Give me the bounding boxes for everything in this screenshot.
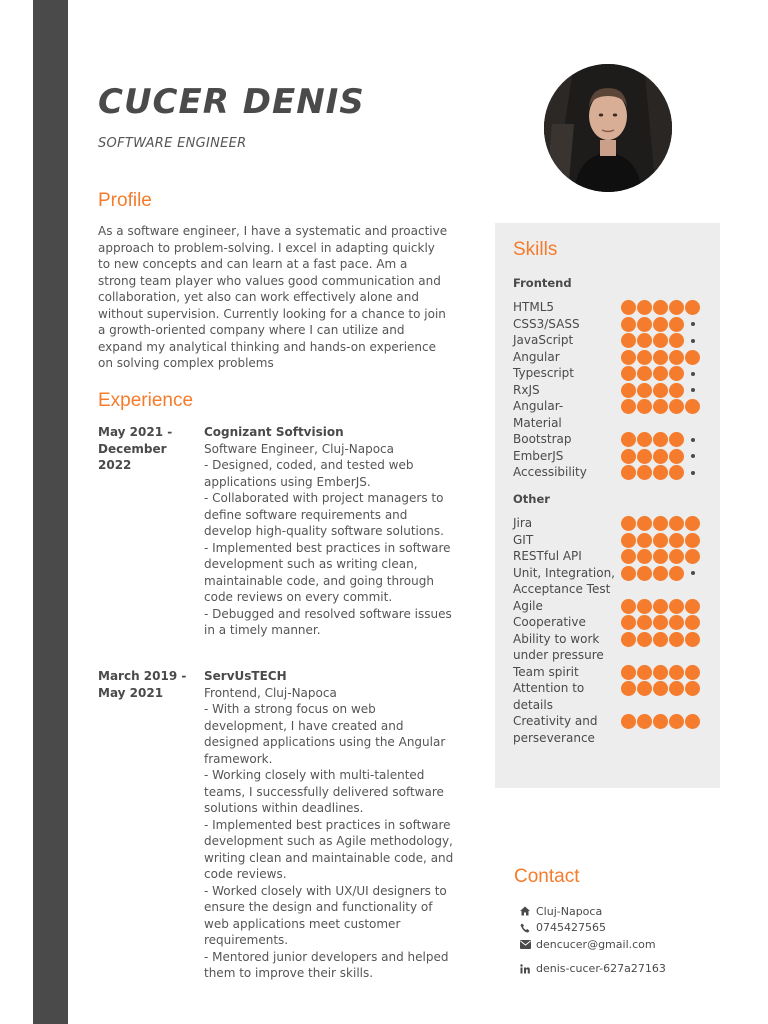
rating-dot-filled [621, 632, 636, 647]
rating-dot-filled [637, 333, 652, 348]
job-date: May 2021 - December 2022 [98, 425, 173, 472]
contact-email[interactable] [520, 936, 750, 953]
rating-dot-filled [653, 599, 668, 614]
job-bullet: - Implemented best practices in software development such as Agile methodology, writing clean and maintainable code, and code reviews. [204, 817, 454, 881]
rating-dot-filled [685, 350, 700, 365]
skill-name: RxJS [513, 382, 540, 397]
rating-dot-filled [669, 516, 684, 531]
linkedin-icon [520, 964, 536, 974]
skill-name: JavaScript [513, 333, 574, 347]
rating-dot-filled [669, 333, 684, 348]
rating-dot-filled [621, 449, 636, 464]
skill-list-other [513, 515, 713, 746]
skill-row [513, 431, 713, 448]
skill-rating [621, 465, 700, 480]
skill-row [513, 565, 713, 598]
rating-dot-empty [685, 317, 700, 332]
rating-dot-filled [637, 399, 652, 414]
job-bullet: - Designed, coded, and tested web applications using EmberJS. [204, 458, 414, 489]
skill-rating [621, 549, 700, 564]
job-position: Software Engineer, Cluj-Napoca [204, 441, 395, 456]
job-bullet: - Implemented best practices in software development such as writing clean, maintainable code, and going through code reviews on every commit. [204, 540, 451, 604]
skill-name: Team spirit [513, 664, 579, 679]
rating-dot-filled [621, 300, 636, 315]
skill-row [513, 548, 713, 565]
email-icon [520, 940, 536, 949]
rating-dot-filled [621, 549, 636, 564]
portrait-image [544, 64, 672, 192]
skill-group-title-frontend: Frontend [513, 276, 572, 290]
skill-rating [621, 714, 700, 729]
rating-dot-filled [653, 300, 668, 315]
skills-panel [495, 223, 720, 788]
rating-dot-filled [669, 566, 684, 581]
rating-dot-filled [685, 665, 700, 680]
rating-dot-filled [637, 599, 652, 614]
skill-row [513, 713, 713, 746]
rating-dot-filled [669, 399, 684, 414]
skill-row [513, 515, 713, 532]
phone-icon [520, 923, 536, 933]
rating-dot-filled [653, 350, 668, 365]
skill-row [513, 448, 713, 465]
skill-name: Typescript [513, 366, 575, 380]
skill-name: CSS3/SASS [513, 316, 580, 331]
rating-dot-filled [653, 566, 668, 581]
rating-dot-filled [669, 533, 684, 548]
contact-phone[interactable] [520, 920, 750, 937]
contact-linkedin[interactable] [520, 961, 750, 978]
rating-dot-filled [669, 549, 684, 564]
skill-rating [621, 383, 700, 398]
rating-dot-filled [653, 366, 668, 381]
job-position: Frontend, Cluj-Napoca [204, 685, 337, 700]
skill-rating [621, 350, 700, 365]
skill-rating [621, 366, 700, 381]
rating-dot-filled [685, 681, 700, 696]
rating-dot-filled [685, 549, 700, 564]
rating-dot-filled [685, 632, 700, 647]
candidate-name: CUCER DENIS [98, 82, 365, 122]
skill-rating [621, 665, 700, 680]
skill-name: Angular-Material [513, 399, 564, 430]
skill-name: Jira [513, 516, 533, 530]
rating-dot-filled [637, 300, 652, 315]
rating-dot-filled [653, 632, 668, 647]
skill-row [513, 316, 713, 333]
experience-heading: Experience [98, 390, 194, 411]
skill-group-title-other: Other [513, 492, 550, 506]
rating-dot-filled [685, 516, 700, 531]
skill-row [513, 382, 713, 399]
contact-email-text: dencucer@gmail.com [536, 937, 656, 951]
skill-row [513, 532, 713, 549]
rating-dot-filled [669, 432, 684, 447]
skill-rating [621, 599, 700, 614]
rating-dot-filled [621, 350, 636, 365]
contact-phone-text: 0745427565 [536, 921, 606, 935]
rating-dot-filled [621, 566, 636, 581]
left-accent-bar [33, 0, 68, 1024]
skill-rating [621, 566, 700, 581]
contact-heading: Contact [514, 866, 580, 887]
skill-rating [621, 333, 700, 348]
rating-dot-filled [669, 300, 684, 315]
rating-dot-empty [685, 465, 700, 480]
rating-dot-filled [621, 516, 636, 531]
skill-name: Agile [513, 598, 543, 613]
rating-dot-filled [669, 449, 684, 464]
job-date: March 2019 - May 2021 [98, 669, 187, 700]
rating-dot-filled [621, 599, 636, 614]
rating-dot-filled [637, 714, 652, 729]
contact-list [520, 903, 750, 977]
skill-row [513, 464, 713, 481]
job-entry [204, 424, 456, 639]
rating-dot-filled [685, 599, 700, 614]
rating-dot-filled [637, 432, 652, 447]
rating-dot-filled [653, 714, 668, 729]
rating-dot-filled [669, 366, 684, 381]
rating-dot-filled [621, 465, 636, 480]
skill-rating [621, 615, 700, 630]
rating-dot-filled [637, 632, 652, 647]
rating-dot-filled [669, 383, 684, 398]
rating-dot-filled [637, 566, 652, 581]
rating-dot-filled [685, 399, 700, 414]
skill-name: Angular [513, 349, 560, 364]
skill-name: HTML5 [513, 300, 555, 314]
rating-dot-filled [621, 665, 636, 680]
rating-dot-filled [653, 333, 668, 348]
skill-rating [621, 533, 700, 548]
skill-row [513, 598, 713, 615]
rating-dot-filled [653, 615, 668, 630]
rating-dot-filled [653, 533, 668, 548]
rating-dot-filled [685, 714, 700, 729]
rating-dot-filled [653, 516, 668, 531]
rating-dot-filled [653, 665, 668, 680]
rating-dot-filled [653, 317, 668, 332]
rating-dot-empty [685, 432, 700, 447]
rating-dot-filled [653, 549, 668, 564]
skill-name: RESTful API [513, 549, 582, 563]
skill-row [513, 398, 713, 431]
contact-location [520, 903, 750, 920]
rating-dot-filled [637, 665, 652, 680]
rating-dot-empty [685, 566, 700, 581]
skill-row [513, 332, 713, 349]
rating-dot-filled [653, 681, 668, 696]
skill-rating [621, 399, 700, 414]
rating-dot-filled [637, 317, 652, 332]
job-entry [204, 668, 456, 982]
skill-row [513, 365, 713, 382]
rating-dot-filled [669, 317, 684, 332]
job-bullet: - Mentored junior developers and helped them to improve their skills. [204, 949, 449, 980]
rating-dot-empty [685, 383, 700, 398]
contact-linkedin-text: denis-cucer-627a27163 [536, 962, 666, 976]
rating-dot-filled [669, 615, 684, 630]
rating-dot-filled [621, 317, 636, 332]
rating-dot-filled [637, 366, 652, 381]
rating-dot-filled [653, 432, 668, 447]
job-bullet: - Debugged and resolved software issues in a timely manner. [204, 606, 452, 637]
job-bullet: - Working closely with multi-talented teams, I successfully delivered software solutions within deadlines. [204, 768, 444, 815]
rating-dot-empty [685, 366, 700, 381]
job-company: ServUsTECH [204, 669, 287, 683]
skill-row [513, 614, 713, 631]
skill-name: GIT [513, 532, 534, 547]
home-icon [520, 906, 536, 916]
rating-dot-filled [637, 465, 652, 480]
rating-dot-filled [621, 681, 636, 696]
rating-dot-filled [621, 399, 636, 414]
rating-dot-filled [653, 399, 668, 414]
skill-name: Accessibility [513, 465, 587, 479]
rating-dot-filled [637, 681, 652, 696]
rating-dot-filled [653, 383, 668, 398]
skill-rating [621, 632, 700, 647]
rating-dot-filled [637, 549, 652, 564]
rating-dot-filled [669, 681, 684, 696]
skill-list-frontend [513, 299, 713, 481]
rating-dot-filled [685, 615, 700, 630]
job-company: Cognizant Softvision [204, 425, 344, 439]
profile-summary: As a software engineer, I have a systematic and proactive approach to problem-solving. I excel in adapting quickly to new concepts and can learn at a fast pace. Am a strong team player who values good communication and collaboration, yet also can work effectively alone and without supervision. Currently looking for a chance to join a growth-oriented company where I can utilize and expand my analytical thinking and hands-on experience on solving complex problems [98, 224, 448, 370]
skill-rating [621, 300, 700, 315]
rating-dot-filled [621, 533, 636, 548]
profile-heading: Profile [98, 190, 152, 211]
skill-row [513, 680, 713, 713]
rating-dot-filled [637, 449, 652, 464]
rating-dot-filled [621, 366, 636, 381]
skill-name: Bootstrap [513, 432, 572, 446]
rating-dot-filled [669, 465, 684, 480]
profile-photo [544, 64, 672, 192]
skill-row [513, 631, 713, 664]
skills-heading: Skills [513, 239, 558, 260]
rating-dot-filled [669, 599, 684, 614]
rating-dot-filled [685, 533, 700, 548]
rating-dot-filled [669, 714, 684, 729]
rating-dot-empty [685, 449, 700, 464]
skill-rating [621, 432, 700, 447]
rating-dot-filled [621, 714, 636, 729]
job-bullet: - Collaborated with project managers to define software requirements and develop high-quality software solutions. [204, 491, 444, 538]
skill-rating [621, 317, 700, 332]
rating-dot-filled [685, 300, 700, 315]
rating-dot-filled [637, 350, 652, 365]
skill-row [513, 349, 713, 366]
skill-name: Cooperative [513, 615, 586, 629]
rating-dot-filled [669, 632, 684, 647]
skill-row [513, 664, 713, 681]
skill-name: EmberJS [513, 448, 564, 463]
skill-name: Creativity and perseverance [513, 714, 598, 745]
rating-dot-filled [621, 615, 636, 630]
rating-dot-filled [621, 432, 636, 447]
rating-dot-filled [669, 665, 684, 680]
rating-dot-filled [621, 333, 636, 348]
contact-location-text: Cluj-Napoca [536, 904, 603, 918]
rating-dot-filled [637, 533, 652, 548]
rating-dot-empty [685, 333, 700, 348]
skill-name: Ability to work under pressure [513, 631, 604, 662]
skill-row [513, 299, 713, 316]
skill-rating [621, 516, 700, 531]
skill-rating [621, 449, 700, 464]
skill-rating [621, 681, 700, 696]
rating-dot-filled [621, 383, 636, 398]
rating-dot-filled [653, 449, 668, 464]
rating-dot-filled [637, 615, 652, 630]
rating-dot-filled [637, 383, 652, 398]
job-bullet: - With a strong focus on web development, I have created and designed applications using the Angular framework. [204, 702, 446, 766]
job-bullet: - Worked closely with UX/UI designers to ensure the design and functionality of web applications meet customer requirements. [204, 883, 447, 947]
rating-dot-filled [669, 350, 684, 365]
skill-name: Unit, Integration, Acceptance Test [513, 565, 615, 596]
candidate-role: SOFTWARE ENGINEER [98, 136, 247, 151]
rating-dot-filled [637, 516, 652, 531]
skill-name: Attention to details [513, 681, 585, 712]
rating-dot-filled [653, 465, 668, 480]
